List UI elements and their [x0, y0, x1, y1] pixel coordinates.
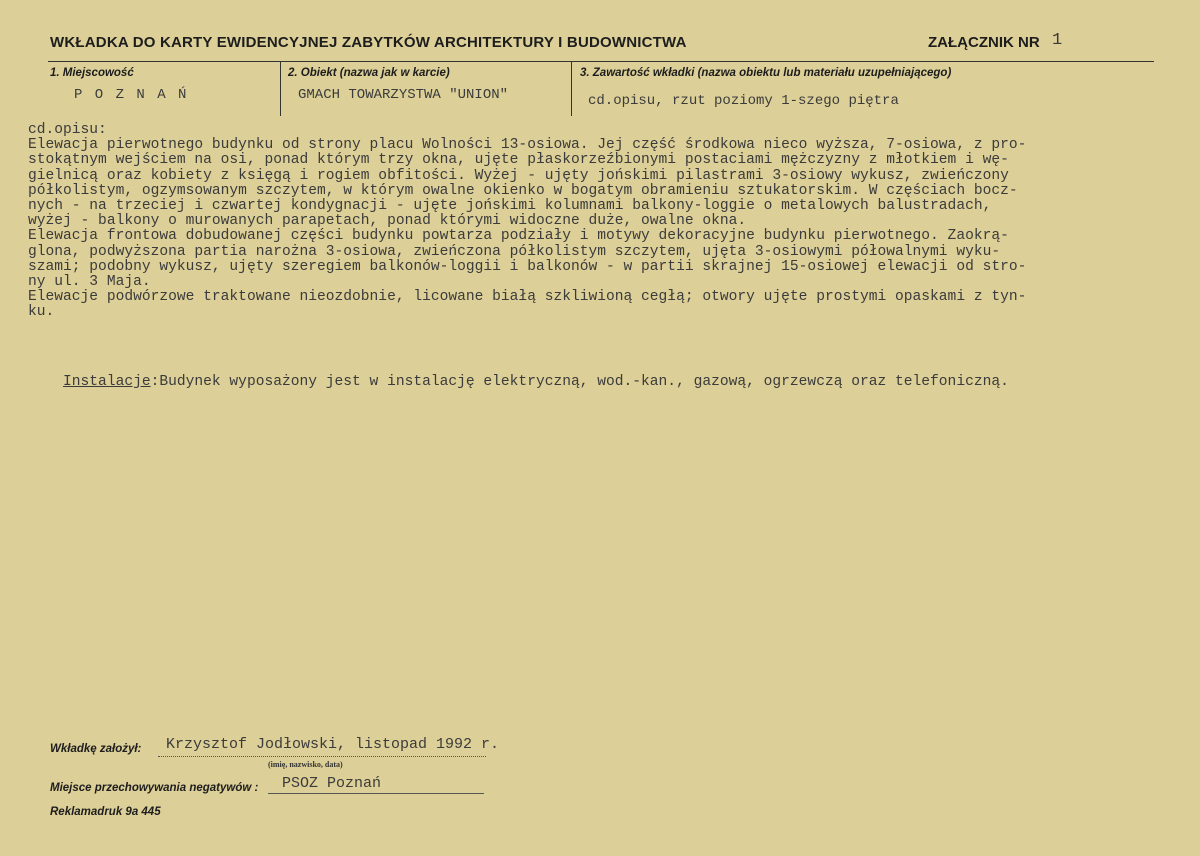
- created-by-value: Krzysztof Jodłowski, listopad 1992 r.: [166, 736, 500, 753]
- content-label: 3. Zawartość wkładki (nazwa obiektu lub materiału uzupełniającego): [580, 67, 952, 79]
- description-line: Elewacje podwórzowe traktowane nieozdobnie, licowane białą szkliwioną cegłą; otwory ujęte prostymi opaskami z tyn-: [28, 289, 1027, 306]
- content-value: cd.opisu, rzut poziomy 1-szego piętra: [588, 93, 899, 109]
- header-rule-top: [48, 61, 1154, 62]
- installations-line: [28, 358, 1009, 406]
- created-by-hint: (imię, nazwisko, data): [268, 760, 343, 769]
- description-line: Elewacja frontowa dobudowanej części budynku powtarza podziały i motywy dekoracyjne budynku pierwotnego. Zaokrą-: [28, 228, 1009, 245]
- attachment-label: ZAŁĄCZNIK NR: [928, 34, 1040, 51]
- location-value: P O Z N A Ń: [74, 87, 189, 103]
- location-label: 1. Miejscowość: [50, 67, 134, 79]
- negatives-label: Miejsce przechowywania negatywów :: [50, 782, 259, 794]
- description-line: cd.opisu:: [28, 122, 107, 138]
- description-line: Elewacja pierwotnego budynku od strony placu Wolności 13-osiowa. Jej część środkowa nieco wyższa, 7-osiowa, z pro-: [28, 137, 1027, 154]
- header-divider-1: [280, 61, 281, 116]
- description-line: glona, podwyższona partia narożna 3-osiowa, zwieńczona półkolistym szczytem, ujęta 3-osiowymi półowalnymi wyku-: [28, 243, 1001, 260]
- description-body: [28, 123, 1193, 320]
- installations-label: Instalacje: [63, 374, 151, 390]
- object-value: GMACH TOWARZYSTWA "UNION": [298, 87, 509, 103]
- object-label: 2. Obiekt (nazwa jak w karcie): [288, 67, 450, 79]
- installations-text: :Budynek wyposażony jest w instalację elektryczną, wod.-kan., gazową, ogrzewczą oraz telefoniczną.: [150, 374, 1009, 390]
- description-line: szami; podobny wykusz, ujęty szeregiem balkonów-loggii i balkonów - w partii skrajnej 15-osiowej elewacji od stro-: [28, 258, 1027, 275]
- description-line: ny ul. 3 Maja.: [28, 273, 151, 290]
- document-title: WKŁADKA DO KARTY EWIDENCYJNEJ ZABYTKÓW ARCHITEKTURY I BUDOWNICTWA: [50, 34, 687, 51]
- description-line: gielnicą oraz kobiety z księgą i rogiem obfitości. Wyżej - ujęty jońskimi pilastrami 3-osiowy wykusz, zwieńczony: [28, 167, 1009, 184]
- description-line: półkolistym, ogzymsowanym szczytem, w którym owalne okienko w bogatym obramieniu sztukatorskim. W częściach bocz-: [28, 182, 1018, 199]
- attachment-number: 1: [1052, 31, 1063, 50]
- description-line: wyżej - balkony o murowanych parapetach, ponad którymi widoczne duże, owalne okna.: [28, 213, 747, 230]
- header-divider-2: [571, 61, 572, 116]
- description-line: nych - na trzeciej i czwartej kondygnacji - ujęte jońskimi kolumnami balkony-loggie o metalowych balustradach,: [28, 197, 992, 214]
- printer-imprint: Reklamadruk 9a 445: [50, 806, 161, 818]
- created-by-label: Wkładkę założył:: [50, 743, 142, 755]
- created-by-line: [158, 756, 486, 757]
- description-line: stokątnym wejściem na osi, ponad którym trzy okna, ujęte płaskorzeźbionymi postaciami mężczyzny z młotkiem i wę-: [28, 152, 1009, 169]
- description-line: ku.: [28, 304, 55, 321]
- negatives-value: PSOZ Poznań: [282, 775, 382, 792]
- negatives-line: [268, 793, 484, 794]
